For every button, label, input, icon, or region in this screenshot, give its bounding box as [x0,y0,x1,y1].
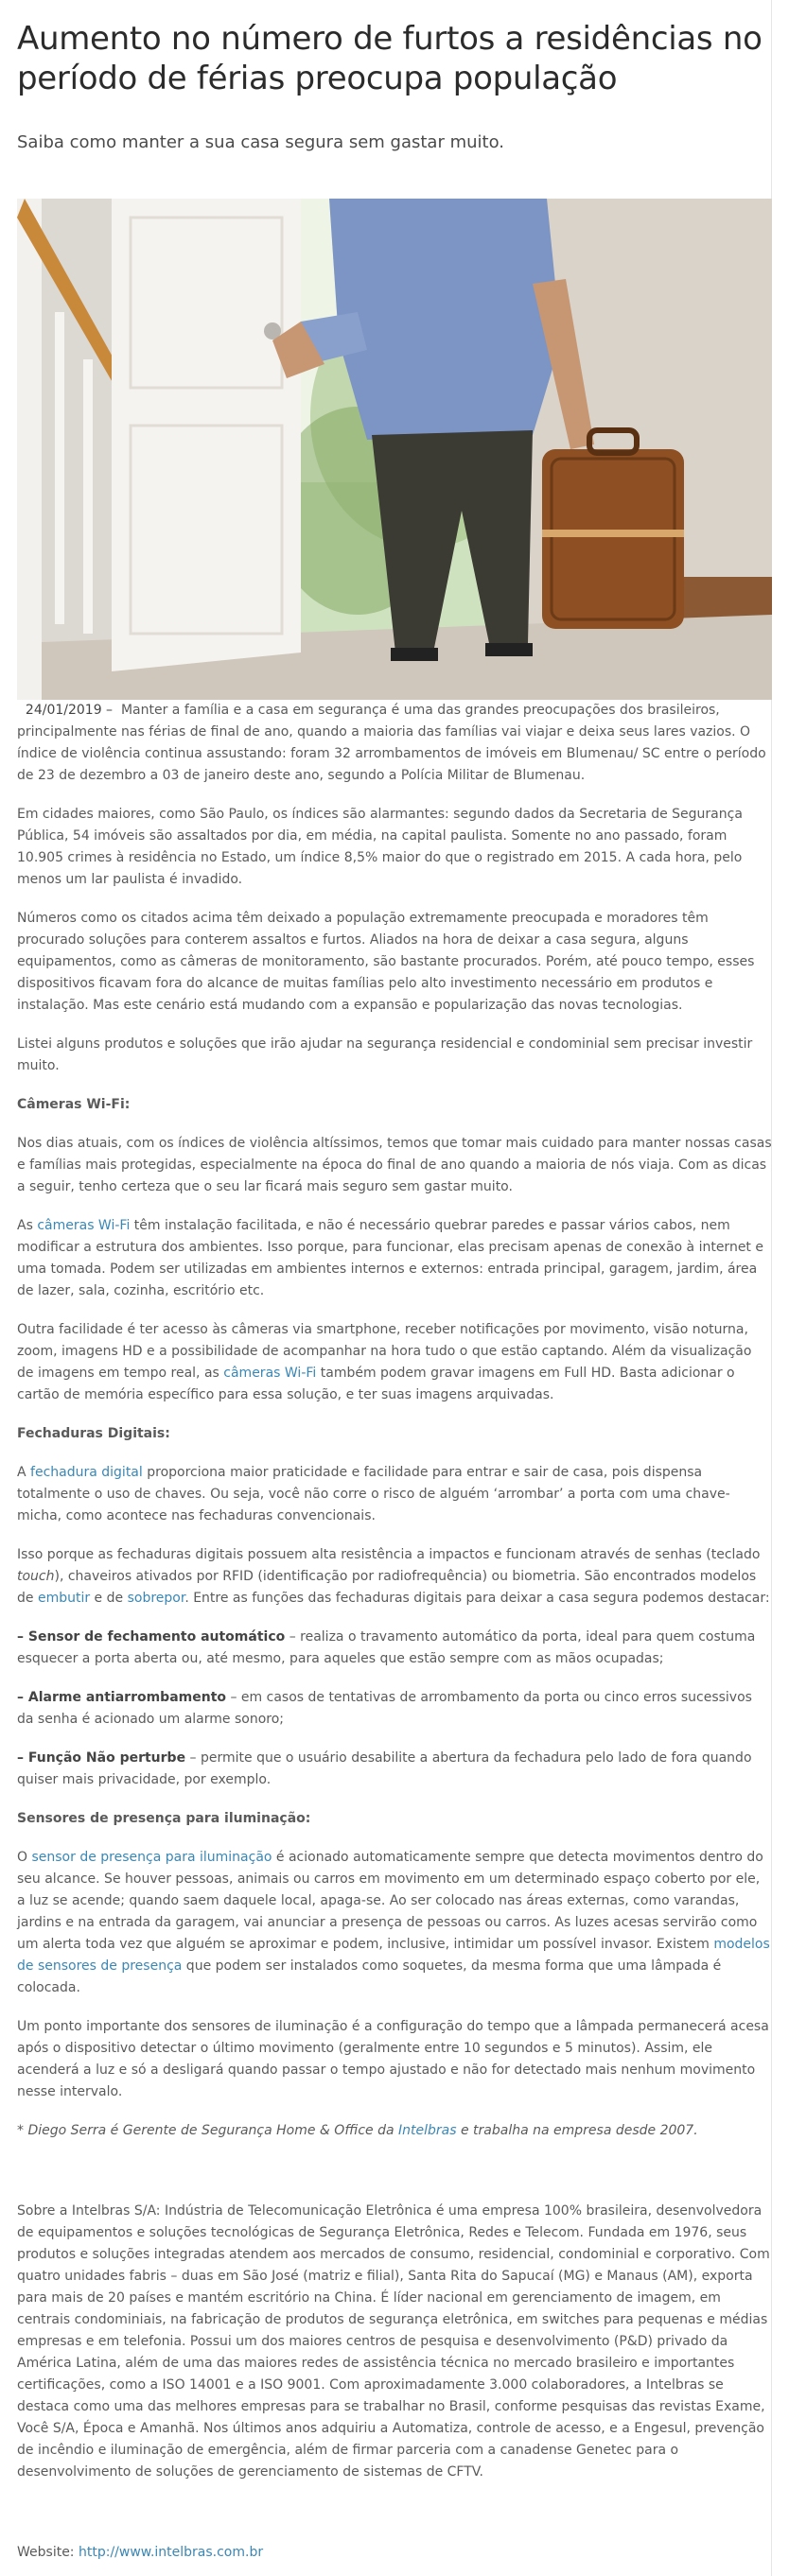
about-intelbras: Sobre a Intelbras S/A: Indústria de Telecomunicação Eletrônica é uma empresa 100% brasileira, desenvolvedora de equipamentos e soluções tecnológicas de Segurança Eletrônica, Redes e Telecom. Fundada em 1976, seus produtos e soluções integradas atendem aos mercados de consumo, residencial, condominial e corporativo. Com quatro unidades fabris – duas em São José (matriz e filial), Santa Rita do Sapucaí (MG) e Manaus (AM), exporta para mais de 20 países e mantém escritório na China. É líder nacional em gerenciamento de imagem, em centrais condominiais, na fabricação de produtos de segurança eletrônica, em switches para pequenas e médias empresas e em telefonia. Possui um dos maiores centros de pesquisa e desenvolvimento (P&D) privado da América Latina, além de uma das maiores redes de assistência técnica no mercado brasileiro e importantes certificações, como a ISO 14001 e a ISO 9001. Com aproximadamente 3.000 colaboradores, a Intelbras se destaca como uma das melhores empresas para se trabalhar no Brasil, conforme pesquisas das revistas Exame, Você S/A, Época e Amanhã. Nos últimos anos adquiriu a Automatiza, controle de acesso, e a Engesul, prevenção de incêndio e iluminação de emergência, além de firmar parceria com a canadense Genetec para o desenvolvimento de soluções de gerenciamento de sistemas de CFTV. [17,2203,770,2480]
heading-cameras: Câmeras Wi-Fi: [17,1097,131,1112]
paragraph-7: Outra facilidade é ter acesso às câmeras via smartphone, receber notificações por movimento, visão noturna, zoom, imagens HD e a possibilidade de acompanhar na hora tudo o que estão captando. Além da visualização de imagens em tempo real, as câmeras Wi-Fi também podem gravar imagens em Full HD. Basta adicionar o cartão de memória específico para essa solução, e ter suas imagens arquivadas. [17,1322,752,1402]
feature-2: – Alarme antiarrombamento – em casos de tentativas de arrombamento da porta ou cinco erros sucessivos da senha é acionado um alarme sonoro; [17,1690,752,1727]
feature-1: – Sensor de fechamento automático – realiza o travamento automático da porta, ideal para quem costuma esquecer a porta aberta ou, até mesmo, para aqueles que estão sempre com as mãos ocupadas; [17,1629,756,1666]
paragraph-11: Um ponto importante dos sensores de iluminação é a configuração do tempo que a lâmpada permanecerá acesa após o dispositivo detectar o último movimento (geralmente entre 10 segundos e 5 minutos). Assim, ele acenderá a luz e só a desligará quando passar o tempo ajustado e não for detectado mais nenhum movimento nesse intervalo. [17,2019,769,2099]
paragraph-8: A fechadura digital proporciona maior praticidade e facilidade para entrar e sair de casa, pois dispensa totalmente o uso de chaves. Ou seja, você não corre o risco de alguém ‘arrombar’ a porta com uma chave-micha, como acontece nas fechaduras convencionais. [17,1465,730,1523]
paragraph-10: O sensor de presença para iluminação é acionado automaticamente sempre que detecta movimentos dentro do seu alcance. Se houver pessoas, animais ou carros em movimento em um determinado espaço coberto por ele, a luz se acende; quando saem daquele local, apaga-se. Ao ser colocado nas áreas externas, como varandas, jardins e na entrada da garagem, vai anunciar a presença de pessoas ou carros. As luzes acesas servirão como um alerta toda vez que alguém se aproximar e podem, inclusive, intimidar um possível invasor. Existem modelos de sensores de presença que podem ser instalados como soquetes, da mesma forma que uma lâmpada é colocada. [17,1850,770,1995]
author-signature: * Diego Serra é Gerente de Segurança Home & Office da Intelbras e trabalha na empresa desde 2007. [17,2123,698,2138]
paragraph-1: 24/01/2019 – Manter a família e a casa em segurança é uma das grandes preocupações dos brasileiros, principalmente nas férias de final de ano, quando a maioria das famílias vai viajar e deixa seus lares vazios. O índice de violência continua assustando: foram 32 arrombamentos de imóveis em Blumenau/ SC entre o período de 23 de dezembro a 03 de janeiro deste ano, segundo a Polícia Militar de Blumenau. [17,703,766,783]
paragraph-6: As câmeras Wi-Fi têm instalação facilitada, e não é necessário quebrar paredes e passar vários cabos, nem modificar a estrutura dos ambientes. Isso porque, para funcionar, elas precisam apenas de conexão à internet e uma tomada. Podem ser utilizadas em ambientes internos e externos: entrada principal, garagem, jardim, área de lazer, sala, cozinha, escritório etc. [17,1218,763,1298]
link-cameras-wifi[interactable]: câmeras Wi-Fi [37,1218,131,1233]
heading-fechaduras: Fechaduras Digitais: [17,1426,170,1441]
spacer [17,2159,772,2201]
spacer-2 [17,2500,772,2542]
link-intelbras[interactable]: Intelbras [398,2123,457,2138]
paragraph-4: Listei alguns produtos e soluções que irão ajudar na segurança residencial e condominial sem precisar investir muito. [17,1036,753,1073]
paragraph-3: Números como os citados acima têm deixado a população extremamente preocupada e moradores têm procurado soluções para conterem assaltos e furtos. Aliados na hora de deixar a casa segura, alguns equipamentos, como as câmeras de monitoramento, são bastante procurados. Porém, até pouco tempo, esses dispositivos ficavam fora do alcance de muitas famílias pelo alto investimento necessário em produtos e instalação. Mas este cenário está mudando com a expansão e popularização das novas tecnologias. [17,911,755,1013]
article-body [17,700,772,2564]
website-line: Website: http://www.intelbras.com.br [17,2545,264,2560]
hero-image [17,199,772,700]
article-title: Aumento no número de furtos a residências no período de férias preocupa população [17,20,763,97]
feature-3: – Função Não perturbe – permite que o usuário desabilite a abertura da fechadura pelo lado de fora quando quiser mais privacidade, por exemplo. [17,1750,752,1787]
article [17,0,772,2564]
link-sobrepor[interactable]: sobrepor [127,1591,185,1606]
article-date: 24/01/2019 – [25,703,114,718]
link-sensor-presenca[interactable]: sensor de presença para iluminação [31,1850,272,1865]
paragraph-5: Nos dias atuais, com os índices de violência altíssimos, temos que tomar mais cuidado para manter nossas casas e famílias mais protegidas, especialmente na época do final de ano quando a maioria de nós viaja. Com as dicas a seguir, tenho certeza que o seu lar ficará mais seguro sem gastar muito. [17,1136,772,1194]
link-embutir[interactable]: embutir [37,1591,91,1606]
link-modelos-sensores[interactable]: modelos de sensores de presença [17,1937,770,1974]
paragraph-2: Em cidades maiores, como São Paulo, os índices são alarmantes: segundo dados da Secretaria de Segurança Pública, 54 imóveis são assaltados por dia, em média, na capital paulista. Somente no ano passado, foram 10.905 crimes à residência no Estado, um índice 8,5% maior do que o registrado em 2015. A cada hora, pelo menos um lar paulista é invadido. [17,807,743,887]
paragraph-9: Isso porque as fechaduras digitais possuem alta resistência a impactos e funcionam através de senhas (teclado touch), chaveiros ativados por RFID (identificação por radiofrequência) ou biometria. São encontrados modelos de embutir e de sobrepor. Entre as funções das fechaduras digitais para deixar a casa segura podemos destacar: [17,1547,770,1606]
link-website[interactable]: http://www.intelbras.com.br [78,2545,264,2560]
link-fechadura-digital[interactable]: fechadura digital [30,1465,143,1480]
article-subtitle: Saiba como manter a sua casa segura sem gastar muito. [17,132,504,152]
link-cameras-wifi-2[interactable]: câmeras Wi-Fi [223,1366,317,1381]
heading-sensores: Sensores de presença para iluminação: [17,1811,311,1826]
